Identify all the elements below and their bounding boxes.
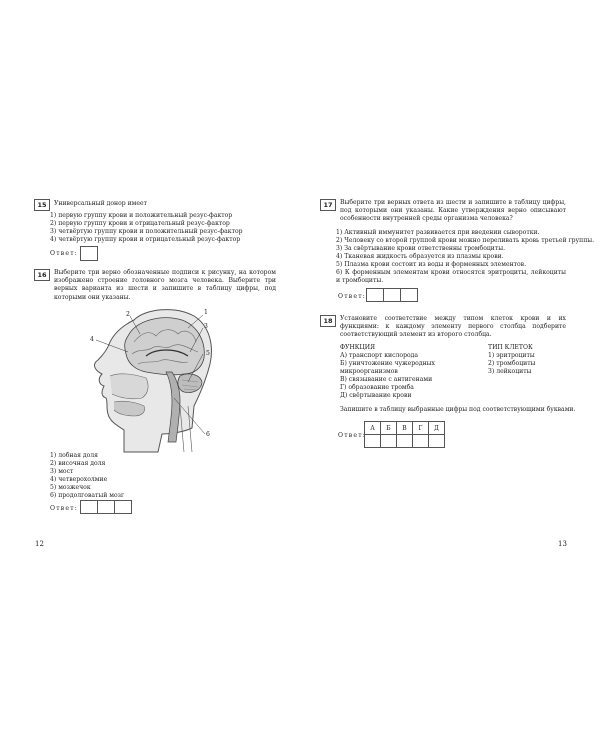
q16-answer-cells[interactable] bbox=[80, 500, 132, 513]
question-number-18: 18 bbox=[320, 315, 336, 327]
q16-option-2: 2) височная доля bbox=[50, 460, 106, 467]
q18-header-e: Д bbox=[429, 422, 445, 435]
q16-option-5: 5) мозжечок bbox=[50, 484, 91, 491]
q16-answer-cell[interactable] bbox=[115, 500, 132, 514]
page-number-right: 13 bbox=[558, 540, 567, 548]
q18-left-item-c: В) связывание с антигенами bbox=[340, 376, 433, 383]
q16-question: Выберите три верно обозначенные подписи к рисунку, на котором изображено строение головного мозга человека. Выберите три верных варианта из шести и запишите в таблицу цифры, под которыми они указаны. bbox=[54, 269, 276, 301]
q15-option-1: 1) первую группу крови и положительный резус-фактор bbox=[50, 212, 233, 219]
q18-left-item-a: А) транспорт кислорода bbox=[340, 352, 419, 359]
figure-label-2: 2 bbox=[126, 311, 130, 318]
q17-option-6: 6) К форменным элементам крови относятся эритроциты, лейкоциты и тромбоциты. bbox=[336, 269, 566, 285]
q16-option-6: 6) продолговатый мозг bbox=[50, 492, 125, 499]
q18-header-d: Г bbox=[413, 422, 429, 435]
figure-label-3: 3 bbox=[204, 323, 208, 330]
q17-answer-cells[interactable] bbox=[366, 288, 418, 301]
q15-question: Универсальный донор имеет bbox=[54, 200, 147, 207]
q18-header-c: В bbox=[397, 422, 413, 435]
q17-option-1: 1) Активный иммунитет развивается при введении сыворотки. bbox=[336, 229, 540, 236]
question-number-16: 16 bbox=[34, 269, 50, 281]
q18-answer-cell[interactable] bbox=[365, 435, 381, 448]
q18-answer-label: Ответ: bbox=[338, 432, 367, 439]
q18-answer-table bbox=[364, 421, 445, 448]
q17-option-5: 5) Плазма крови состоит из воды и форменных элементов. bbox=[336, 261, 527, 268]
q18-left-item-e: Д) свёртывание крови bbox=[340, 392, 412, 399]
head-section-figure bbox=[84, 302, 224, 460]
q18-instruction: Запишите в таблицу выбранные цифры под соответствующими буквами. bbox=[340, 406, 576, 413]
q17-option-3: 3) За свёртывание крови ответственны тромбоциты. bbox=[336, 245, 506, 252]
figure-label-4: 4 bbox=[90, 336, 94, 343]
q17-option-4: 4) Тканевая жидкость образуется из плазмы крови. bbox=[336, 253, 504, 260]
page-number-left: 12 bbox=[35, 540, 44, 548]
q17-answer-cell[interactable] bbox=[401, 288, 418, 302]
figure-label-6: 6 bbox=[206, 431, 210, 438]
q16-option-1: 1) лобная доля bbox=[50, 452, 99, 459]
figure-label-1: 1 bbox=[204, 309, 208, 316]
q18-right-heading: ТИП КЛЕТОК bbox=[488, 344, 533, 351]
q16-option-4: 4) четверохолмие bbox=[50, 476, 108, 483]
q15-option-3: 3) четвёртую группу крови и положительный резус-фактор bbox=[50, 228, 243, 235]
q18-header-a: А bbox=[365, 422, 381, 435]
q18-right-item-2: 2) тромбоциты bbox=[488, 360, 536, 367]
question-number-15: 15 bbox=[34, 199, 50, 211]
q18-right-item-1: 1) эритроциты bbox=[488, 352, 535, 359]
q17-answer-label: Ответ: bbox=[338, 293, 367, 300]
q15-option-2: 2) первую группу крови и отрицательный резус-фактор bbox=[50, 220, 230, 227]
q18-question: Установите соответствие между типом клеток крови и их функциями: к каждому элементу первого столбца подберите соответствующий элемент из второго столбца. bbox=[340, 315, 566, 339]
right-page bbox=[300, 0, 600, 750]
q16-answer-cell[interactable] bbox=[80, 500, 98, 514]
figure-label-5: 5 bbox=[206, 350, 210, 357]
q17-option-2: 2) Человеку со второй группой крови можно переливать кровь третьей группы. bbox=[336, 237, 595, 244]
q18-header-b: Б bbox=[381, 422, 397, 435]
q16-answer-cell[interactable] bbox=[98, 500, 115, 514]
q15-answer-label: Ответ: bbox=[50, 250, 79, 257]
q17-answer-cell[interactable] bbox=[384, 288, 401, 302]
q18-answer-cell[interactable] bbox=[413, 435, 429, 448]
q18-left-item-b: Б) уничтожение чужеродных микроорганизмов bbox=[340, 360, 435, 376]
q15-option-4: 4) четвёртую группу крови и отрицательный резус-фактор bbox=[50, 236, 241, 243]
q18-left-heading: ФУНКЦИЯ bbox=[340, 344, 376, 351]
q18-left-item-d: Г) образование тромба bbox=[340, 384, 414, 391]
q16-answer-label: Ответ: bbox=[50, 505, 79, 512]
q18-right-item-3: 3) лейкоциты bbox=[488, 368, 532, 375]
q18-answer-cell[interactable] bbox=[381, 435, 397, 448]
q16-option-3: 3) мост bbox=[50, 468, 74, 475]
q18-answer-cell[interactable] bbox=[397, 435, 413, 448]
q17-question: Выберите три верных ответа из шести и запишите в таблицу цифры, под которыми они указаны. Какие утверждения верно описывают особенности внутренней среды организма человека? bbox=[340, 199, 566, 223]
question-number-17: 17 bbox=[320, 199, 336, 211]
q15-answer-box[interactable] bbox=[80, 246, 98, 261]
q18-answer-cell[interactable] bbox=[429, 435, 445, 448]
q17-answer-cell[interactable] bbox=[366, 288, 384, 302]
